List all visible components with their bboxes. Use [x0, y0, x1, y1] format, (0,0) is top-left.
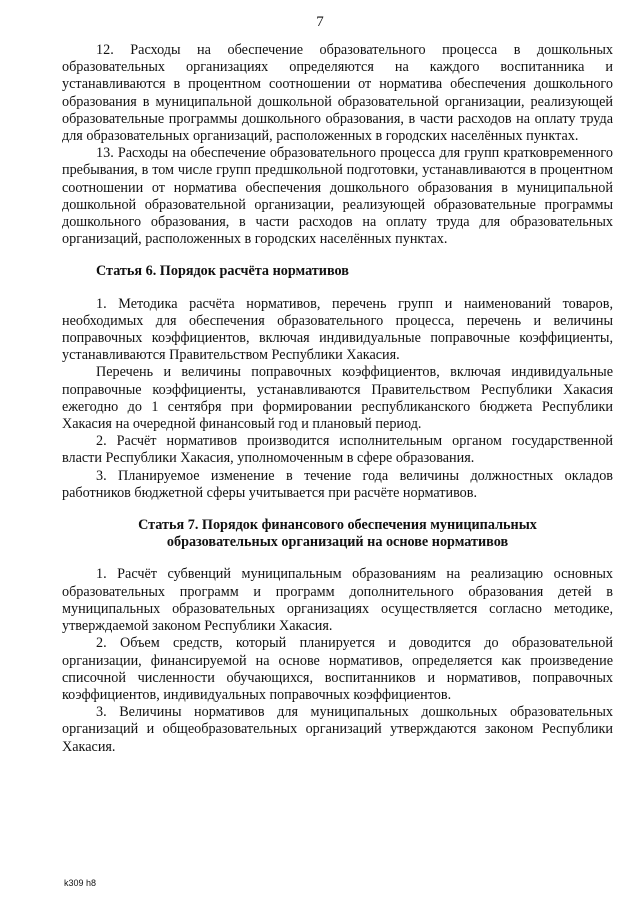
article-7-title-line-1: Статья 7. Порядок финансового обеспечения муниципальных [138, 517, 537, 534]
paragraph-12: 12. Расходы на обеспечение образовательного процесса в дошкольных образовательных организациях определяются на каждого воспитанника и устанавливаются в процентном соотношении от норматива обеспечения дошкольного образования в муниципальной дошкольной образовательной организации, реализующей образовательные программы дошкольного образования, в части расходов на оплату труда для образовательных организаций, расположенных в городских населённых пунктах. [62, 42, 613, 145]
article-7-paragraph-1: 1. Расчёт субвенций муниципальным образованиям на реализацию основных образовательных программ и программ дополнительного образования детей в муниципальных образовательных организациях осуществляется согласно методике, утверждаемой законом Республики Хакасия. [62, 566, 613, 635]
article-7-title-line-2: образовательных организаций на основе нормативов [166, 534, 509, 551]
article-7-title [62, 517, 613, 551]
footer-code: k309 h8 [64, 878, 97, 888]
document-body [62, 42, 613, 756]
article-6-paragraph-3: 3. Планируемое изменение в течение года величины должностных окладов работников бюджетной сферы учитывается при расчёте нормативов. [62, 467, 613, 501]
article-6-paragraph-1-continued: Перечень и величины поправочных коэффициентов, включая индивидуальные поправочные коэффициенты, устанавливаются Правительством Республики Хакасия ежегодно до 1 сентября при формировании республиканского бюджета Республики Хакасия на очередной финансовый год и плановый период. [62, 364, 613, 433]
article-7-paragraph-2: 2. Объем средств, который планируется и доводится до образовательной организации, финансируемой на основе нормативов, определяется как произведение списочной численности обучающихся, воспитанников и нормативов, поправочных коэффициентов, индивидуальных поправочных коэффициентов. [62, 635, 613, 703]
article-6-paragraph-1: 1. Методика расчёта нормативов, перечень групп и наименований товаров, необходимых для обеспечения образовательного процесса, перечень и величины поправочных коэффициентов, включая индивидуальные поправочные коэффициенты, устанавливаются Правительством Республики Хакасия. [62, 295, 613, 364]
article-6-paragraph-2: 2. Расчёт нормативов производится исполнительным органом государственной власти Республики Хакасия, уполномоченным в сфере образования. [62, 433, 613, 467]
paragraph-13: 13. Расходы на обеспечение образовательного процесса для групп кратковременного пребывания, в том числе групп предшкольной подготовки, устанавливаются в процентном соотношении от норматива обеспечения дошкольного образования в муниципальной дошкольной образовательной организации, реализующей образовательные программы дошкольного образования, в части расходов на оплату труда для образовательных организаций, расположенных в городских населённых пунктах. [62, 145, 613, 248]
article-6-title: Статья 6. Порядок расчёта нормативов [96, 263, 349, 280]
article-7-paragraph-3: 3. Величины нормативов для муниципальных дошкольных образовательных организаций и общеобразовательных организаций утверждаются законом Республики Хакасия. [62, 704, 613, 755]
page-number: 7 [316, 14, 324, 30]
